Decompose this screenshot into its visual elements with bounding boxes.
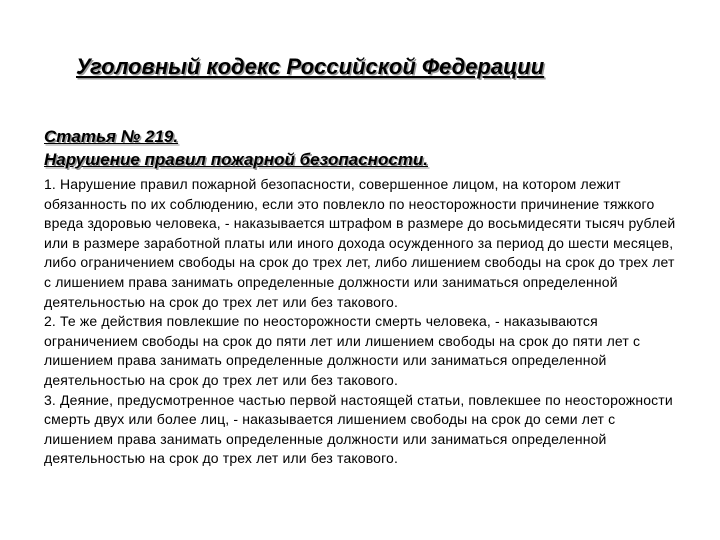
article-part-3: 3. Деяние, предусмотренное частью первой настоящей статьи, повлекшее по неосторожности смерть двух или более лиц, - наказывается лишением свободы на срок до семи лет с лишением права занимать определенные должности или заниматься определенной деятельностью на срок до трех лет или без такового. [44, 391, 673, 467]
article-body [44, 175, 676, 469]
article-number: Статья № 219. [44, 127, 179, 146]
article-part-2: 2. Те же действия повлекшие по неосторожности смерть человека, - наказываются ограничением свободы на срок до пяти лет или лишением свободы на срок до пяти лет с лишением права занимать определенные должности или заниматься определенной деятельностью на срок до трех лет или без такового. [44, 313, 641, 388]
article-part-1: 1. Нарушение правил пожарной безопасности, совершенное лицом, на котором лежит обязанность по их соблюдению, если это повлекло по неосторожности причинение тяжкого вреда здоровью человека, - наказывается штрафом в размере до восьмидесяти тысяч рублей или в размере заработной платы или иного дохода осужденного за период до шести месяцев, либо ограничением свободы на срок до трех лет, либо лишением свободы на срок до трех лет с лишением права занимать определенные должности или заниматься определенной деятельностью на срок до трех лет или без такового. [44, 176, 676, 310]
code-title: Уголовный кодекс Российской Федерации [76, 54, 545, 79]
article-block [44, 125, 684, 469]
article-title: Нарушение правил пожарной безопасности. [44, 150, 429, 169]
